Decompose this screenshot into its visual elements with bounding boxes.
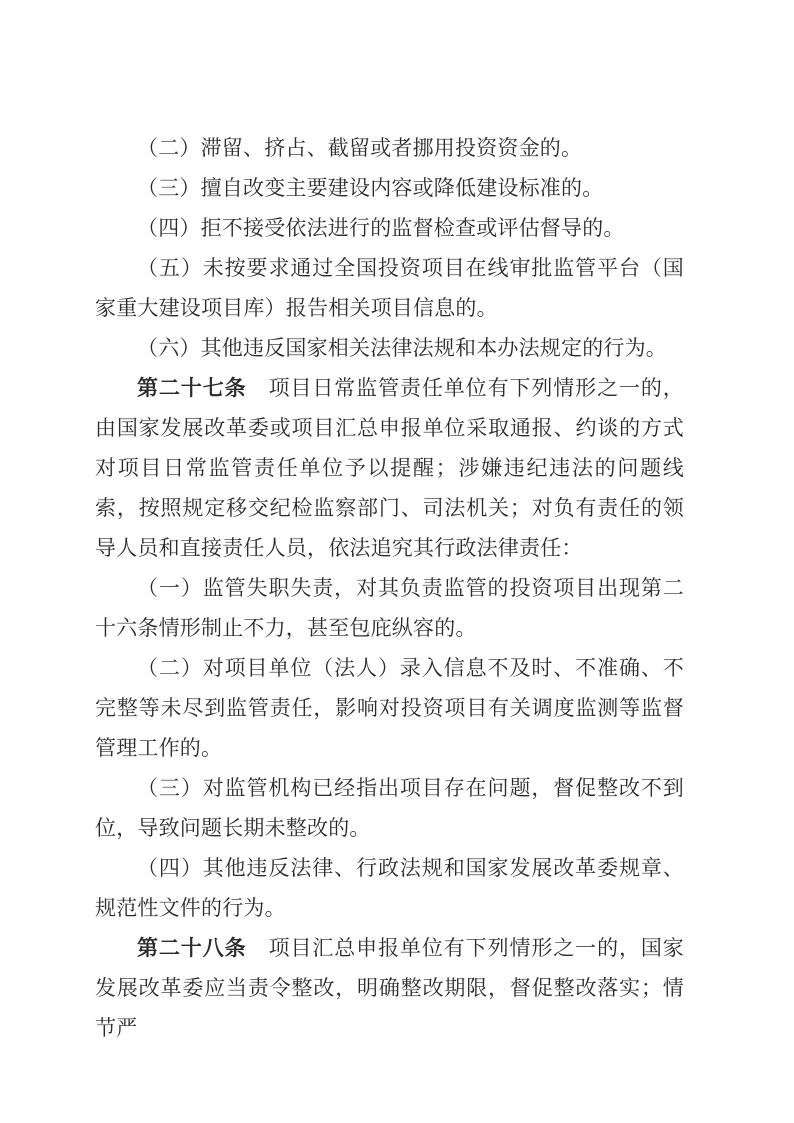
article-27-number: 第二十七条 <box>137 376 247 400</box>
article-27-paragraph <box>95 368 684 568</box>
article-28-text: 项目汇总申报单位有下列情形之一的，国家发展改革委应当责令整改，明确整改期限，督促整改落实；情节严 <box>95 936 684 1040</box>
clause-item-2: （二）滞留、挤占、截留或者挪用投资资金的。 <box>137 136 583 160</box>
clause-item-4: （四）拒不接受依法进行的监督检查或评估督导的。 <box>137 216 625 240</box>
clause-item-6: （六）其他违反国家相关法律法规和本办法规定的行为。 <box>137 336 667 360</box>
article-27-item-3: （三）对监管机构已经指出项目存在问题，督促整改不到位，导致问题长期未整改的。 <box>95 776 684 840</box>
clause-item-5: （五）未按要求通过全国投资项目在线审批监管平台（国家重大建设项目库）报告相关项目信息的。 <box>95 256 684 320</box>
article-27-item-1: （一）监管失职失责，对其负责监管的投资项目出现第二十六条情形制止不力，甚至包庇纵容的。 <box>95 576 684 640</box>
article-28-number: 第二十八条 <box>137 936 247 960</box>
article-28-paragraph <box>95 928 684 1048</box>
article-27-item-4: （四）其他违反法律、行政法规和国家发展改革委规章、规范性文件的行为。 <box>95 856 684 920</box>
article-27-item-2: （二）对项目单位（法人）录入信息不及时、不准确、不完整等未尽到监管责任，影响对投资项目有关调度监测等监督管理工作的。 <box>95 656 684 760</box>
document-text-block <box>95 128 684 1048</box>
clause-item-3: （三）擅自改变主要建设内容或降低建设标准的。 <box>137 176 604 200</box>
article-27-text: 项目日常监管责任单位有下列情形之一的，由国家发展改革委或项目汇总申报单位采取通报、约谈的方式对项目日常监管责任单位予以提醒；涉嫌违纪违法的问题线索，按照规定移交纪检监察部门、司法机关；对负有责任的领导人员和直接责任人员，依法追究其行政法律责任： <box>95 376 684 560</box>
